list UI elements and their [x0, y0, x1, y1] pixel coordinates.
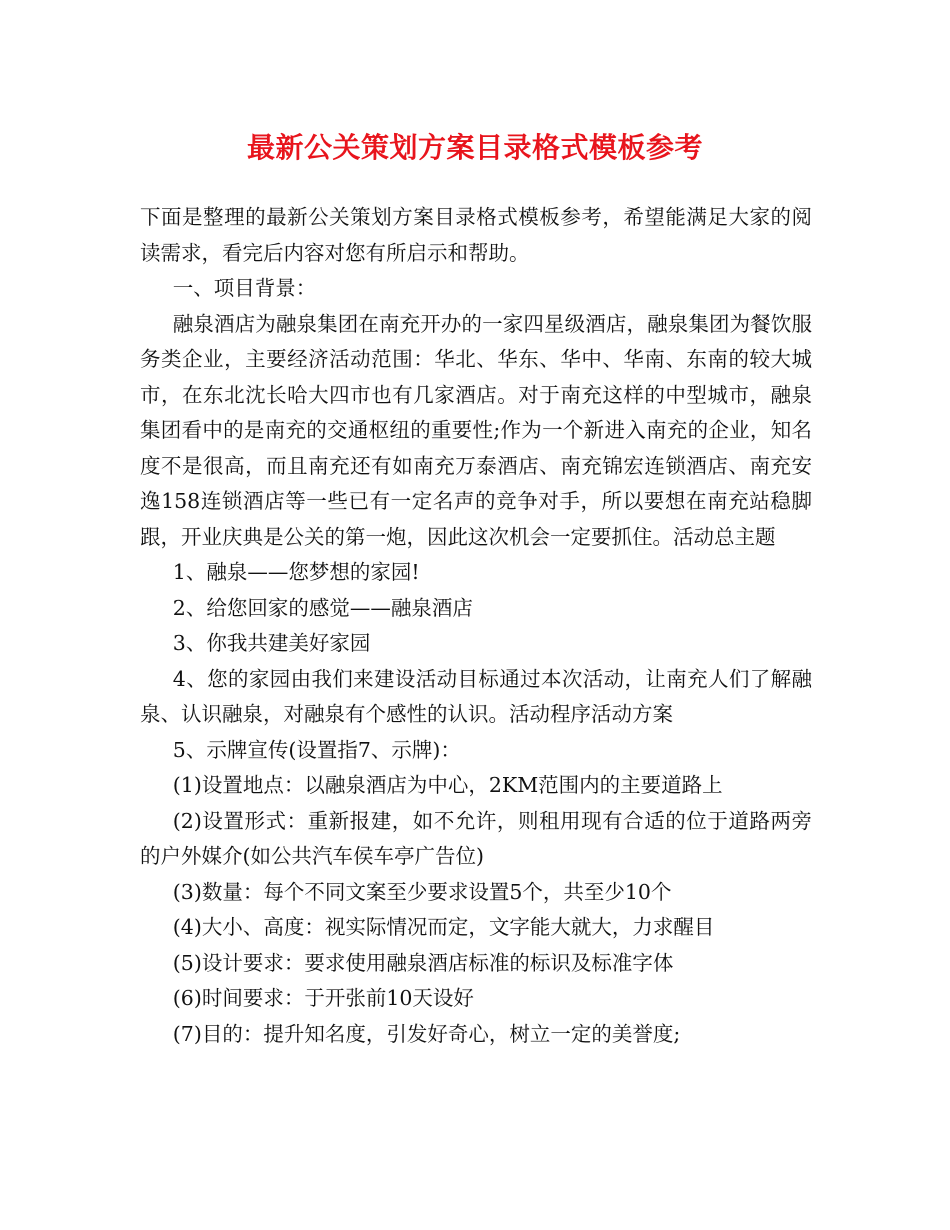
list-item: (4)大小、高度：视实际情况而定，文字能大就大，力求醒目 — [172, 915, 715, 939]
theme-item: 1、融泉——您梦想的家园! — [172, 560, 420, 584]
list-item: (1)设置地点：以融泉酒店为中心，2KM范围内的主要道路上 — [172, 773, 723, 797]
document-body — [140, 200, 812, 1052]
theme-item: 2、给您回家的感觉——融泉酒店 — [172, 595, 473, 620]
theme-item: 4、您的家园由我们来建设活动目标通过本次活动，让南充人们了解融泉、认识融泉，对融泉有个感性的认识。活动程序活动方案 — [140, 666, 812, 726]
document-title: 最新公关策划方案目录格式模板参考 — [246, 131, 703, 164]
list-item: (7)目的：提升知名度，引发好奇心，树立一定的美誉度; — [172, 1021, 681, 1046]
intro-paragraph: 下面是整理的最新公关策划方案目录格式模板参考，希望能满足大家的阅读需求，看完后内容对您有所启示和帮助。 — [140, 205, 812, 265]
list-item: (2)设置形式：重新报建，如不允许，则租用现有合适的位于道路两旁的户外媒介(如公共汽车侯车亭广告位) — [140, 808, 812, 868]
theme-item: 3、你我共建美好家园 — [172, 631, 371, 655]
list-item: (3)数量：每个不同文案至少要求设置5个，共至少10个 — [172, 879, 672, 904]
background-paragraph: 融泉酒店为融泉集团在南充开办的一家四星级酒店，融泉集团为餐饮服务类企业，主要经济活动范围：华北、华东、华中、华南、东南的较大城市，在东北沈长哈大四市也有几家酒店。对于南充这样的中型城市，融泉集团看中的是南充的交通枢纽的重要性;作为一个新进入南充的企业，知名度不是很高，而且南充还有如南充万泰酒店、南充锦宏连锁酒店、南充安逸158连锁酒店等一些已有一定名声的竞争对手，所以要想在南充站稳脚跟，开业庆典是公关的第一炮，因此这次机会一定要抓住。活动总主题 — [140, 311, 812, 549]
list-item: (6)时间要求：于开张前10天设好 — [172, 986, 474, 1010]
list-item: (5)设计要求：要求使用融泉酒店标准的标识及标准字体 — [172, 950, 674, 975]
section-heading: 一、项目背景： — [172, 276, 317, 300]
theme-item: 5、示牌宣传(设置指7、示牌)： — [172, 737, 461, 762]
